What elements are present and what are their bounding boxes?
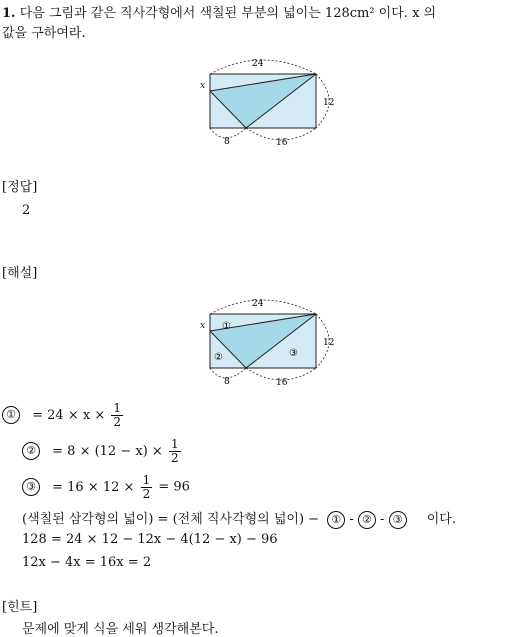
answer-header: [정답] — [2, 180, 38, 195]
fraction-numerator: 1 — [142, 473, 151, 487]
label-8-2: 8 — [224, 377, 230, 387]
equation-3-fraction — [141, 474, 153, 500]
fraction-denominator: 2 — [142, 486, 151, 501]
minus-sign: - — [349, 512, 354, 527]
equation-4 — [22, 508, 456, 529]
fraction-denominator: 2 — [170, 450, 179, 465]
circle-number-2: ② — [358, 511, 376, 529]
figure-rectangle-2 — [196, 296, 344, 388]
circle-number-3: ③ — [389, 511, 407, 529]
label-8: 8 — [224, 137, 230, 147]
figure-rectangle-1 — [196, 56, 344, 148]
label-24-2: 24 — [252, 299, 264, 309]
equation-4-text: (색칠된 삼각형의 넓이) = (전체 직사각형의 넓이) − — [22, 512, 320, 527]
equation-1-text: = 24 × x × — [32, 407, 106, 423]
label-24: 24 — [252, 59, 264, 69]
region-label-2: ② — [214, 352, 223, 363]
hint-header: [힌트] — [2, 600, 38, 615]
label-16-2: 16 — [276, 378, 288, 388]
region-label-1: ① — [222, 321, 231, 332]
equation-3-text: = 16 × 12 × — [52, 479, 135, 495]
question-text-1: 다음 그림과 같은 직사각형에서 색칠된 부분의 넓이는 128cm² 이다. x 의 — [19, 6, 437, 21]
question-text-2: 값을 구하여라. — [2, 26, 86, 41]
label-12: 12 — [323, 98, 335, 108]
circle-number-1: ① — [2, 406, 20, 424]
region-label-3: ③ — [289, 348, 298, 359]
fraction-numerator: 1 — [113, 401, 122, 415]
answer-value: 2 — [22, 203, 31, 218]
equation-5: 128 = 24 × 12 − 12x − 4(12 − x) − 96 — [22, 532, 278, 547]
hint-text: 문제에 맞게 식을 세워 생각해본다. — [22, 622, 219, 637]
circle-number-3: ③ — [22, 478, 40, 496]
circle-number-1: ① — [327, 511, 345, 529]
label-x-2: x — [200, 321, 206, 331]
equation-3 — [22, 474, 190, 500]
equation-2-text: = 8 × (12 − x) × — [52, 443, 163, 459]
label-12-2: 12 — [323, 338, 335, 348]
question-number: 1. — [2, 6, 16, 21]
label-16: 16 — [276, 138, 288, 148]
equation-2-fraction — [169, 438, 181, 464]
equation-1 — [2, 402, 125, 428]
equation-4-tail: 이다. — [426, 512, 456, 527]
label-x: x — [200, 81, 206, 91]
equation-1-fraction — [111, 402, 123, 428]
equation-3-result: = 96 — [158, 479, 190, 495]
fraction-denominator: 2 — [113, 414, 122, 429]
minus-sign: - — [380, 512, 385, 527]
equation-6: 12x − 4x = 16x = 2 — [22, 555, 152, 570]
explanation-header: [해설] — [2, 266, 38, 281]
question-line-1 — [2, 2, 436, 21]
equation-2 — [22, 438, 183, 464]
fraction-numerator: 1 — [170, 437, 179, 451]
circle-number-2: ② — [22, 442, 40, 460]
